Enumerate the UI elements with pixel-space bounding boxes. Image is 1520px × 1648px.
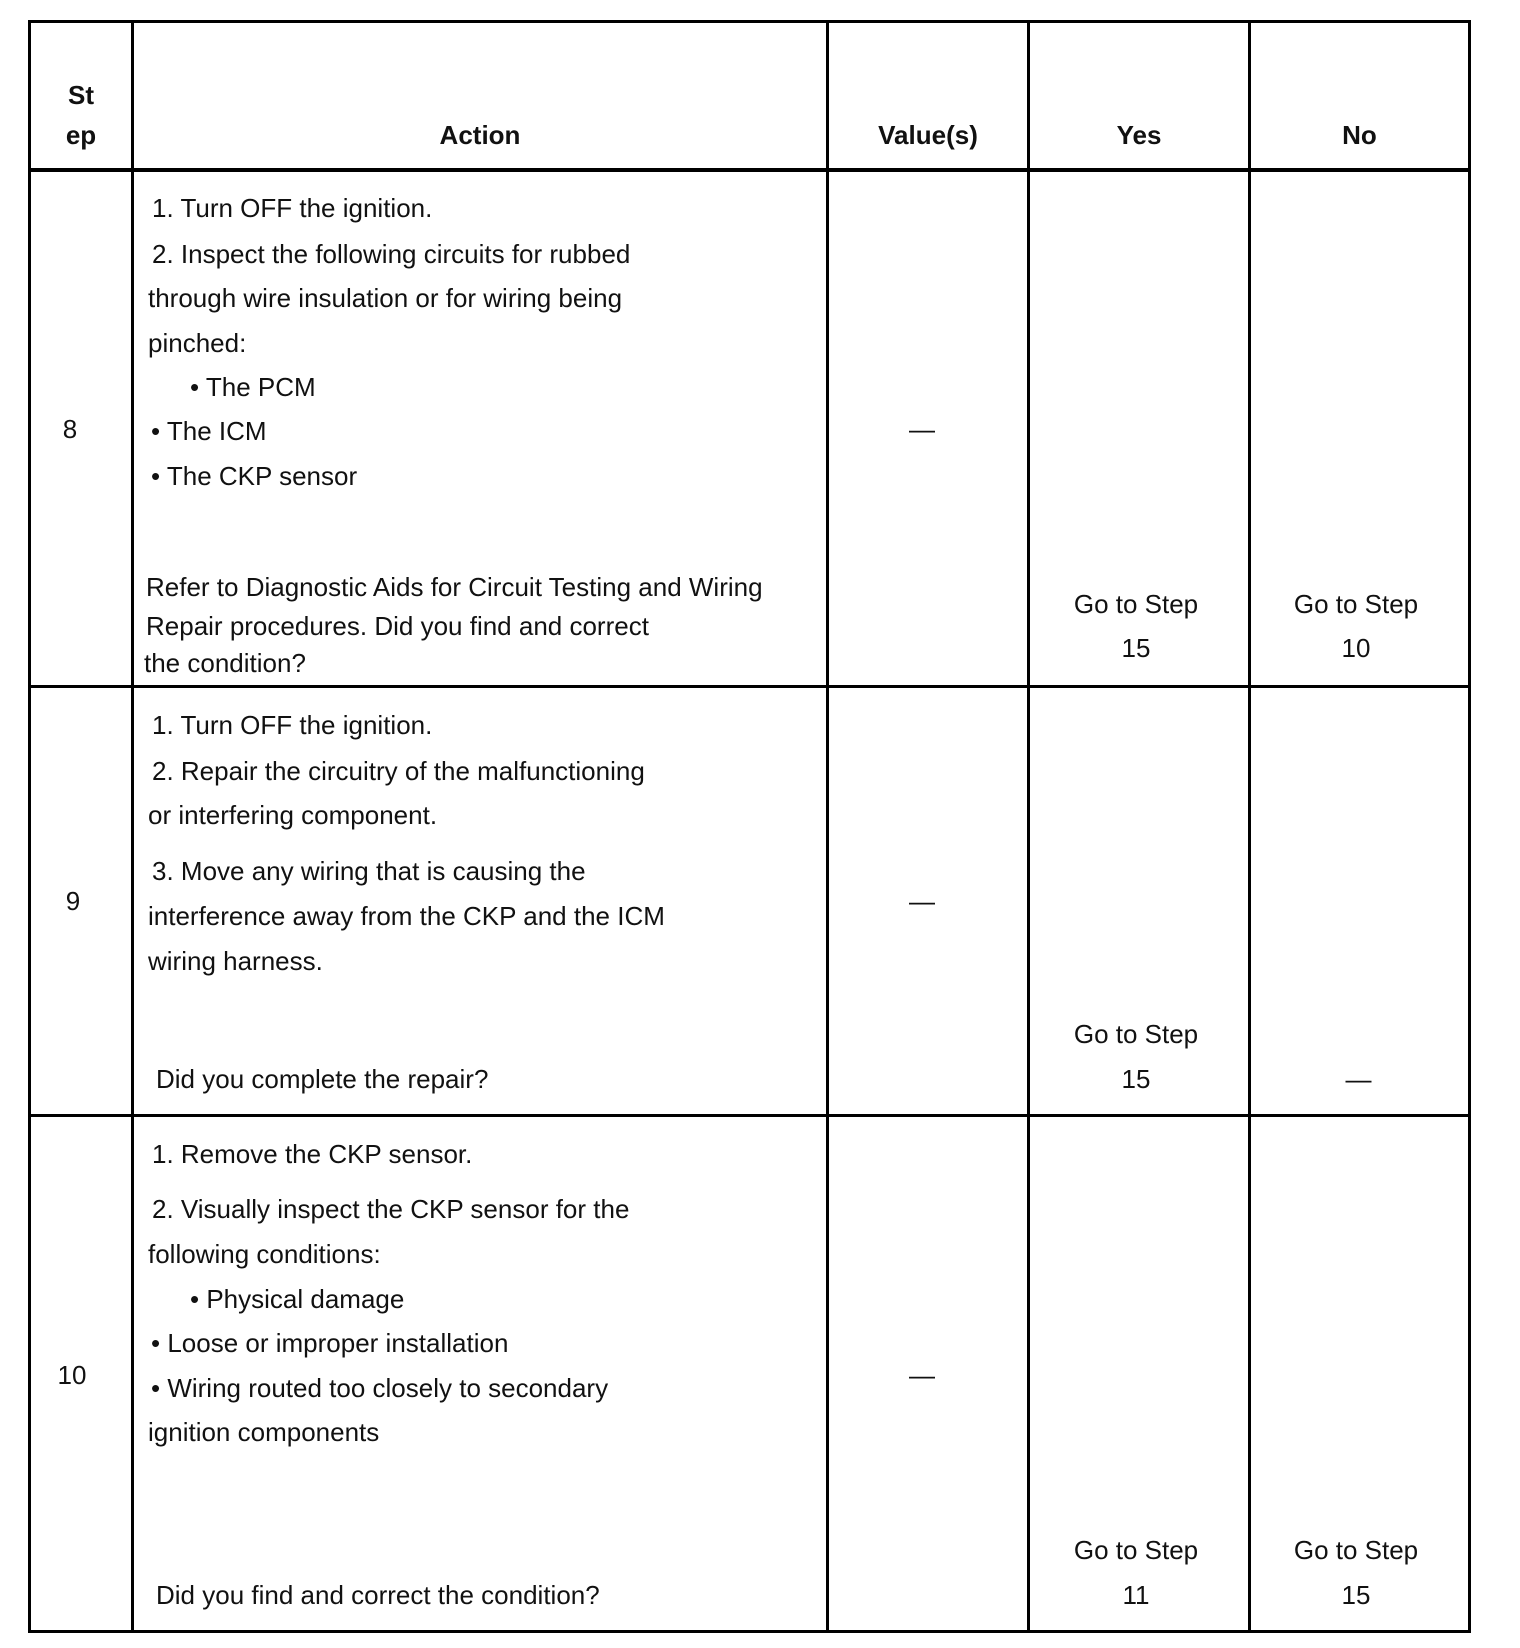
action-line: the condition? [144, 648, 306, 678]
table-border-left [28, 20, 31, 1633]
action-line: 1. Turn OFF the ignition. [152, 193, 433, 223]
header-divider [28, 168, 1471, 172]
no-cell-line: Go to Step [1293, 589, 1419, 619]
action-line: 1. Remove the CKP sensor. [152, 1139, 473, 1169]
step-number: 10 [57, 1360, 87, 1390]
column-divider [1248, 20, 1251, 1633]
action-line: pinched: [148, 328, 247, 358]
no-cell-line: 10 [1341, 633, 1371, 663]
header-action: Action [439, 120, 521, 150]
yes-cell-line: 11 [1122, 1580, 1150, 1610]
value-cell: — [909, 1360, 935, 1390]
action-line: Did you find and correct the condition? [156, 1580, 600, 1610]
header-yes: Yes [1116, 120, 1162, 150]
no-cell-line: Go to Step [1293, 1535, 1419, 1565]
action-bullet: • The ICM [151, 416, 267, 446]
yes-cell-line: Go to Step [1073, 1535, 1199, 1565]
action-line: interference away from the CKP and the ICM [148, 901, 665, 931]
action-line: following conditions: [148, 1239, 381, 1269]
table-border-top [28, 20, 1471, 23]
step-number: 9 [65, 886, 81, 916]
action-bullet: • Wiring routed too closely to secondary [151, 1373, 609, 1403]
step-number: 8 [62, 414, 78, 444]
yes-cell-line: Go to Step [1073, 1019, 1199, 1049]
action-line: through wire insulation or for wiring being [148, 283, 623, 313]
action-line: wiring harness. [148, 946, 323, 976]
column-divider [1027, 20, 1030, 1633]
no-cell: — [1345, 1064, 1372, 1094]
action-line: 2. Inspect the following circuits for rubbed [152, 239, 631, 269]
column-divider [131, 20, 134, 1633]
yes-cell-line: 15 [1121, 1064, 1151, 1094]
header-step-line1: St [68, 80, 94, 110]
yes-cell-line: 15 [1121, 633, 1151, 663]
action-bullet: • Physical damage [190, 1284, 405, 1314]
action-line: 2. Repair the circuitry of the malfunctioning [152, 756, 645, 786]
action-bullet: • The PCM [190, 372, 316, 402]
action-line: Did you complete the repair? [156, 1064, 489, 1094]
no-cell-line: 15 [1341, 1580, 1371, 1610]
table-border-bottom [28, 1630, 1471, 1633]
table-border-right [1468, 20, 1471, 1633]
action-bullet: • Loose or improper installation [151, 1328, 509, 1358]
yes-cell-line: Go to Step [1073, 589, 1199, 619]
action-line: Refer to Diagnostic Aids for Circuit Testing and Wiring [146, 572, 763, 602]
header-values: Value(s) [878, 120, 978, 150]
action-bullet: • The CKP sensor [151, 461, 358, 491]
row-divider [28, 685, 1471, 688]
action-line: 3. Move any wiring that is causing the [152, 856, 586, 886]
action-line: or interfering component. [148, 800, 438, 830]
action-line: ignition components [148, 1417, 380, 1447]
value-cell: — [909, 414, 935, 444]
column-divider [826, 20, 829, 1633]
row-divider [28, 1114, 1471, 1117]
action-line: Repair procedures. Did you find and correct [146, 611, 649, 641]
action-line: 1. Turn OFF the ignition. [152, 710, 433, 740]
header-step-line2: ep [65, 120, 97, 150]
value-cell: — [909, 886, 935, 916]
header-no: No [1342, 120, 1377, 150]
action-line: 2. Visually inspect the CKP sensor for the [152, 1194, 630, 1224]
